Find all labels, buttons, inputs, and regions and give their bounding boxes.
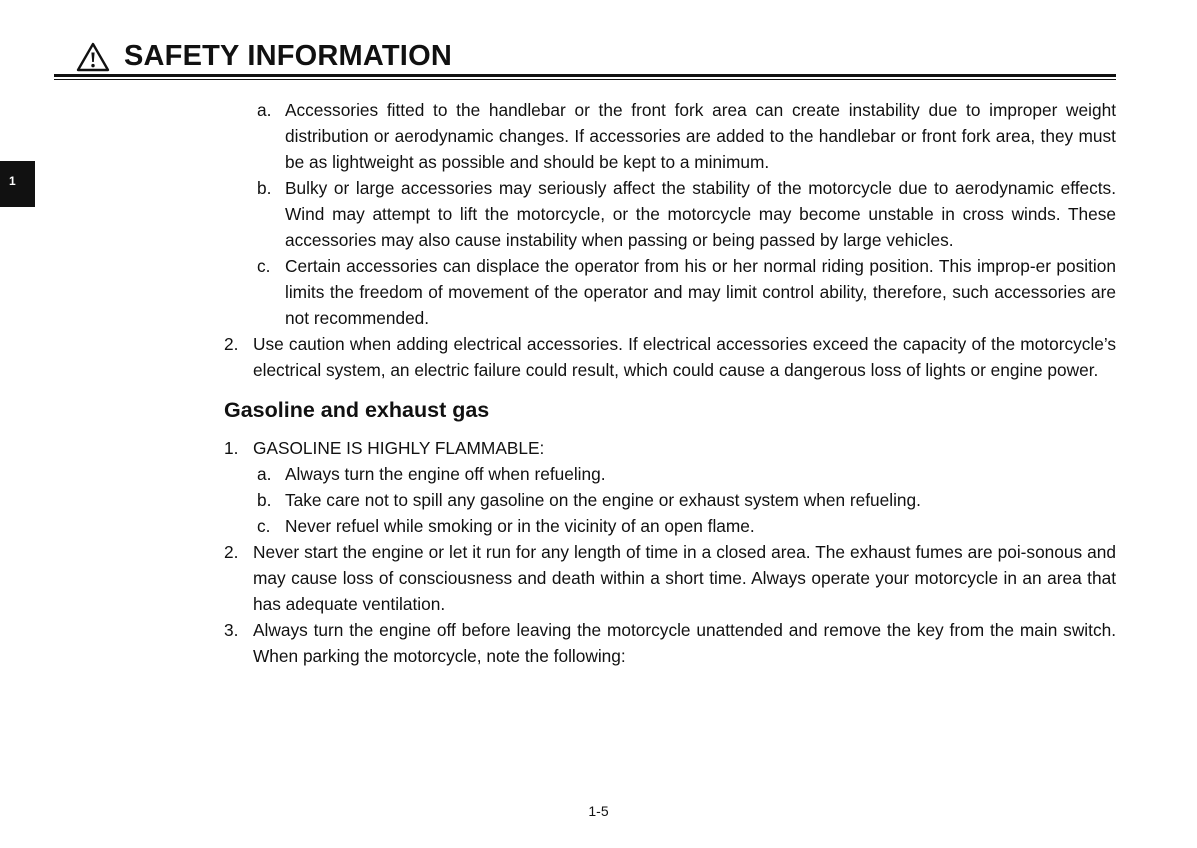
section-tab-number: 1 <box>9 174 16 188</box>
list-item <box>224 97 1116 175</box>
list-marker: a. <box>257 464 272 484</box>
section-tab <box>0 161 35 207</box>
list-item-text: Never refuel while smoking or in the vicinity of an open flame. <box>285 516 755 536</box>
page-title: SAFETY INFORMATION <box>124 40 452 72</box>
list-marker: b. <box>257 490 272 510</box>
list-item <box>224 435 1116 461</box>
list-marker: 2. <box>224 334 239 354</box>
list-item-text: Never start the engine or let it run for any length of time in a closed area. The exhaust fumes are poi-sonous and may cause loss of consciousness and death within a short time. Always operate your motorcycle in an area that has adequate ventilation. <box>253 542 1116 614</box>
list-item <box>224 617 1116 669</box>
list-item <box>224 487 1116 513</box>
warning-triangle-icon <box>76 42 110 72</box>
list-marker: c. <box>257 516 271 536</box>
main-content <box>224 97 1116 669</box>
section-heading: Gasoline and exhaust gas <box>224 398 490 422</box>
page-header <box>76 40 452 73</box>
list-marker: b. <box>257 178 272 198</box>
list-item-text: Certain accessories can displace the operator from his or her normal riding position. This improp-er position limits the freedom of movement of the operator and may limit control ability, therefore, such accessories are not recommended. <box>285 256 1116 328</box>
list-item-text: Always turn the engine off when refueling. <box>285 464 606 484</box>
list-item <box>224 253 1116 331</box>
list-marker: c. <box>257 256 271 276</box>
header-rule-thick <box>54 74 1116 77</box>
list-marker: 2. <box>224 542 239 562</box>
header-rule-thin <box>54 79 1116 80</box>
page-number: 1-5 <box>588 803 609 819</box>
list-item <box>224 331 1116 383</box>
list-marker: a. <box>257 100 272 120</box>
list-marker: 1. <box>224 438 239 458</box>
list-item-text: GASOLINE IS HIGHLY FLAMMABLE: <box>253 438 545 458</box>
list-item-text: Accessories fitted to the handlebar or the front fork area can create instability due to improper weight distribution or aerodynamic changes. If accessories are added to the handlebar or front fork area, they must be as lightweight as possible and should be kept to a minimum. <box>285 100 1116 172</box>
list-item <box>224 461 1116 487</box>
list-item <box>224 539 1116 617</box>
list-item-text: Use caution when adding electrical accessories. If electrical accessories exceed the capacity of the motorcycle’s electrical system, an electric failure could result, which could cause a dangerous loss of lights or engine power. <box>253 334 1116 380</box>
list-item <box>224 175 1116 253</box>
list-item <box>224 513 1116 539</box>
list-item-text: Take care not to spill any gasoline on the engine or exhaust system when refueling. <box>285 490 921 510</box>
list-item-text: Always turn the engine off before leaving the motorcycle unattended and remove the key from the main switch. When parking the motorcycle, note the following: <box>253 620 1116 666</box>
list-marker: 3. <box>224 620 239 640</box>
list-item-text: Bulky or large accessories may seriously affect the stability of the motorcycle due to aerodynamic effects. Wind may attempt to lift the motorcycle, or the motorcycle may become unstable in cross winds. These accessories may also cause instability when passing or being passed by large vehicles. <box>285 178 1116 250</box>
